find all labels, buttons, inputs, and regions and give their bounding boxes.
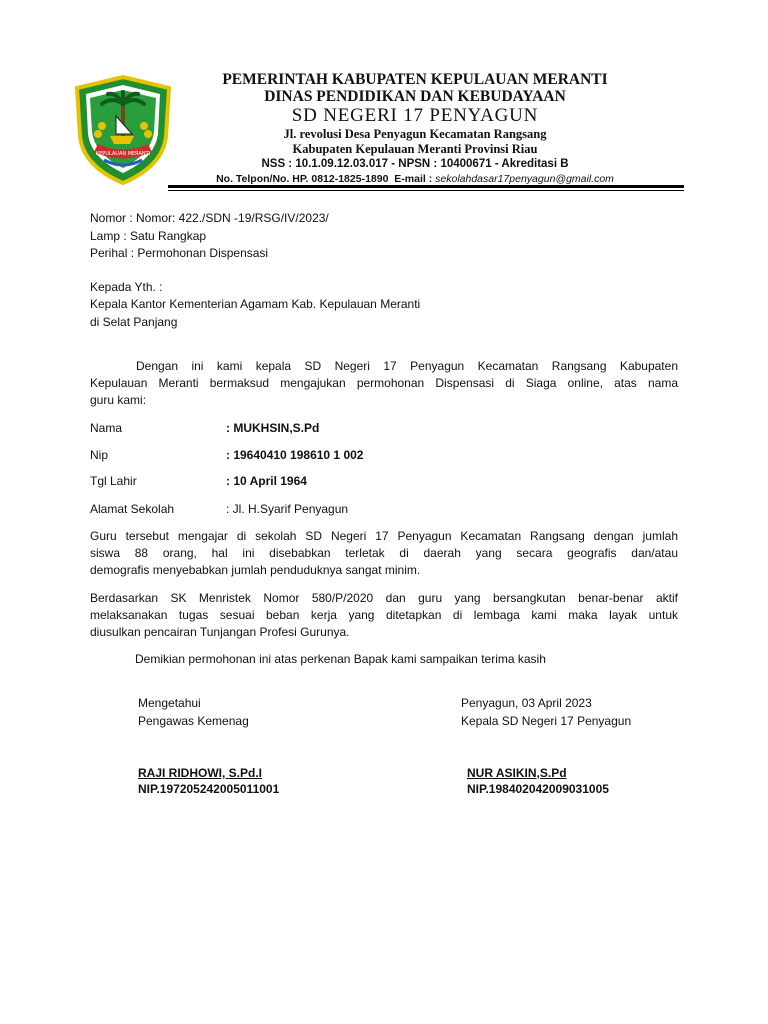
teacher-name-value: : MUKHSIN,S.Pd [226, 421, 320, 435]
letter-subject: Perihal : Permohonan Dispensasi [90, 246, 269, 260]
paragraph-line: guru kami: [90, 393, 147, 407]
letterhead-divider-thin [168, 190, 684, 191]
recipient-greeting: Kepada Yth. : [90, 280, 163, 294]
letterhead-divider-thick [168, 185, 684, 188]
student-count-paragraph [90, 528, 678, 579]
teacher-school-value: : Jl. H.Syarif Penyagun [226, 502, 349, 516]
teacher-dob-value: : 10 April 1964 [226, 474, 307, 488]
department-title: DINAS PENDIDIKAN DAN KEBUDAYAAN [264, 88, 566, 105]
right-signatory-name: NUR ASIKIN,S.Pd [467, 766, 567, 780]
government-title: PEMERINTAH KABUPATEN KEPULAUAN MERANTI [222, 71, 608, 88]
school-name: SD NEGERI 17 PENYAGUN [291, 105, 539, 126]
paragraph-line: Guru tersebut mengajar di sekolah SD Negeri 17 Penyagun Kecamatan Rangsang dengan jumlah [90, 529, 678, 543]
paragraph-line: Berdasarkan SK Menristek Nomor 580/P/2020 dan guru yang bersangkutan benar-benar aktif [90, 591, 678, 605]
paragraph-line: Kepulauan Meranti bermaksud mengajukan permohonan Dispensasi di Siaga online, atas nama [90, 376, 678, 390]
teacher-nip-label: Nip [90, 448, 109, 462]
school-contact [150, 172, 680, 186]
logo-motto-text: KEPULAUAN MERANTI [95, 151, 151, 157]
letter-number: Nomor : Nomor: 422./SDN -19/RSG/IV/2023/ [90, 211, 329, 225]
recipient-name: Kepala Kantor Kementerian Agamam Kab. Kepulauan Meranti [90, 297, 421, 311]
right-signatory-nip: NIP.198402042009031005 [467, 782, 609, 796]
email-label: E-mail : [394, 173, 433, 185]
school-identifiers: NSS : 10.1.09.12.03.017 - NPSN : 10400671 - Akreditasi B [261, 158, 569, 170]
opening-paragraph [90, 358, 678, 409]
teacher-school-label: Alamat Sekolah [90, 502, 175, 516]
left-signature-title: Pengawas Kemenag [138, 714, 249, 728]
teacher-name-label: Nama [90, 421, 123, 435]
paragraph-line: diusulkan pencairan Tunjangan Profesi Gurunya. [90, 625, 350, 639]
school-address-line2: Kabupaten Kepulauan Meranti Provinsi Riau [292, 142, 538, 156]
email-address: sekolahdasar17penyagun@gmail.com [435, 173, 614, 185]
phone-label: No. Telpon/No. HP. 0812-1825-1890 [216, 173, 389, 185]
right-signature-title: Kepala SD Negeri 17 Penyagun [461, 714, 632, 728]
left-signatory-name: RAJI RIDHOWI, S.Pd.I [138, 766, 263, 780]
right-signature-date: Penyagun, 03 April 2023 [461, 696, 592, 710]
closing-statement: Demikian permohonan ini atas perkenan Bapak kami sampaikan terima kasih [135, 652, 546, 666]
teacher-dob-label: Tgl Lahir [90, 474, 137, 488]
left-signature-caption: Mengetahui [138, 696, 201, 710]
teacher-nip-value: : 19640410 198610 1 002 [226, 448, 364, 462]
school-address-line1: Jl. revolusi Desa Penyagun Kecamatan Rangsang [283, 127, 547, 141]
left-signatory-nip: NIP.197205242005011001 [138, 782, 280, 796]
paragraph-line: melaksanakan tugas sesuai beban kerja yang ditetapkan di lembaga kami maka layak untuk [90, 608, 678, 622]
letter-attachment: Lamp : Satu Rangkap [90, 229, 207, 243]
letterhead [150, 71, 680, 186]
paragraph-line: demografis menyebabkan jumlah penduduknya sangat minim. [90, 563, 421, 577]
paragraph-line: Dengan ini kami kepala SD Negeri 17 Penyagun Kecamatan Rangsang Kabupaten [136, 359, 678, 373]
basis-paragraph [90, 590, 678, 641]
paragraph-line: siswa 88 orang, hal ini disebabkan terletak di daerah yang secara geografis dan/atau [90, 546, 678, 560]
recipient-place: di Selat Panjang [90, 315, 178, 329]
